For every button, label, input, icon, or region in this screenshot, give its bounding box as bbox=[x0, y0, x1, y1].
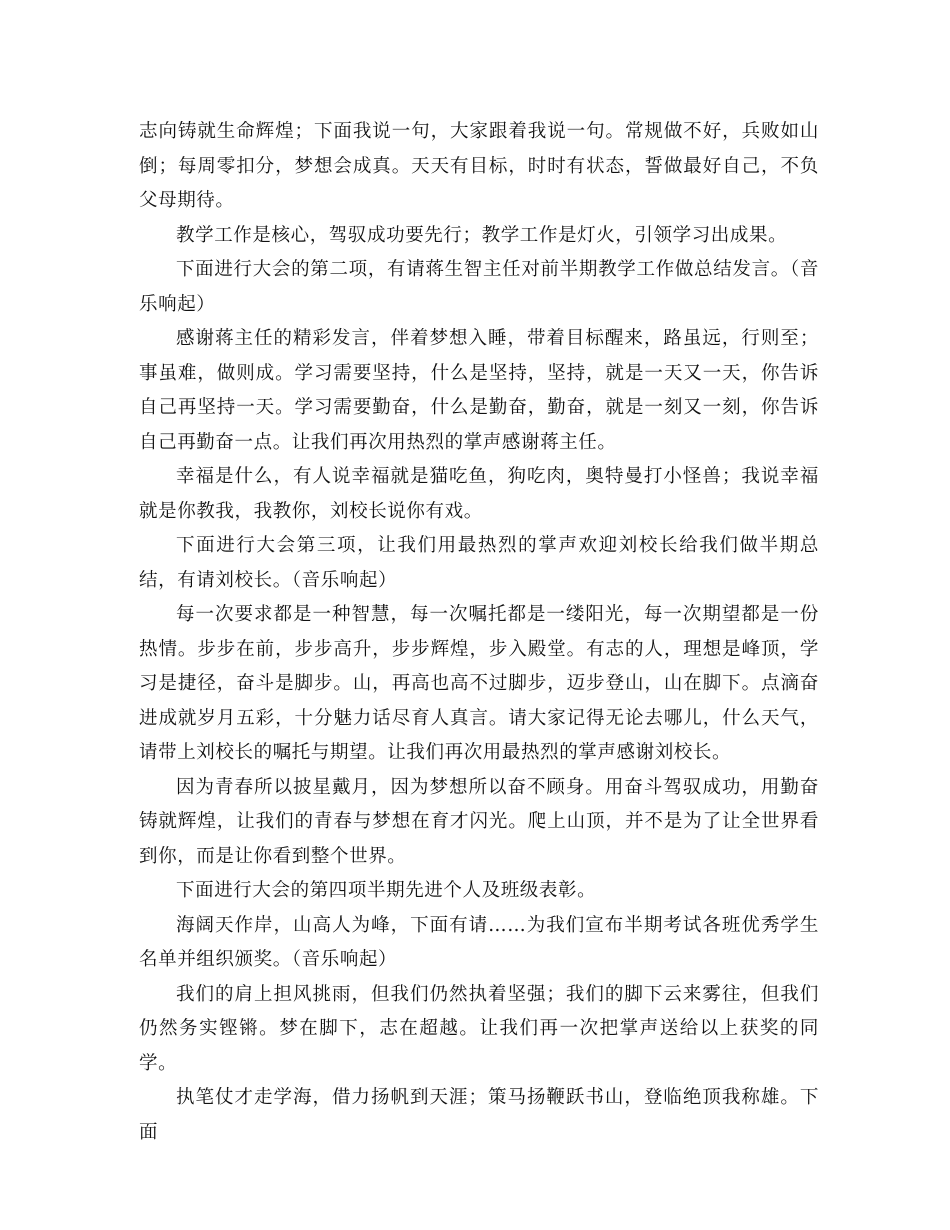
paragraph-continued: 志向铸就生命辉煌；下面我说一句，大家跟着我说一句。常规做不好，兵败如山倒；每周零扣分，梦想会成真。天天有目标，时时有状态，誓做最好自己，不负父母期待。 bbox=[139, 121, 819, 211]
paragraph: 海阔天作岸，山高人为峰，下面有请……为我们宣布半期考试各班优秀学生名单并组织颁奖。（音乐响起） bbox=[139, 914, 819, 970]
paragraph: 教学工作是核心，驾驭成功要先行；教学工作是灯火，引领学习出成果。 bbox=[176, 224, 788, 246]
paragraph: 下面进行大会的第四项半期先进个人及班级表彰。 bbox=[176, 880, 597, 901]
paragraph: 下面进行大会第三项，让我们用最热烈的掌声欢迎刘校长给我们做半期总结，有请刘校长。（音乐响起） bbox=[139, 535, 819, 591]
paragraph: 因为青春所以披星戴月，因为梦想所以奋不顾身。用奋斗驾驭成功，用勤奋铸就辉煌，让我们的青春与梦想在育才闪光。爬上山顶，并不是为了让全世界看到你，而是让你看到整个世界。 bbox=[139, 776, 819, 867]
document-body bbox=[139, 115, 819, 1150]
paragraph: 我们的肩上担风挑雨，但我们仍然执着坚强；我们的脚下云来雾往，但我们仍然务实铿锵。梦在脚下，志在超越。让我们再一次把掌声送给以上获奖的同学。 bbox=[139, 983, 819, 1074]
paragraph: 每一次要求都是一种智慧，每一次嘱托都是一缕阳光，每一次期望都是一份热情。步步在前，步步高升，步步辉煌，步入殿堂。有志的人，理想是峰顶，学习是捷径，奋斗是脚步。山，再高也高不过脚步，迈步登山，山在脚下。点滴奋进成就岁月五彩，十分魅力话尽育人真言。请大家记得无论去哪儿，什么天气，请带上刘校长的嘱托与期望。让我们再次用最热烈的掌声感谢刘校长。 bbox=[139, 604, 819, 763]
paragraph-continues: 执笔仗才走学海，借力扬帆到天涯；策马扬鞭跃书山，登临绝顶我称雄。下面 bbox=[139, 1087, 819, 1143]
paragraph: 感谢蒋主任的精彩发言，伴着梦想入睡，带着目标醒来，路虽远，行则至；事虽难，做则成。学习需要坚持，什么是坚持，坚持，就是一天又一天，你告诉自己再坚持一天。学习需要勤奋，什么是勤奋，勤奋，就是一刻又一刻，你告诉自己再勤奋一点。让我们再次用热烈的掌声感谢蒋主任。 bbox=[139, 328, 819, 453]
paragraph: 幸福是什么，有人说幸福就是猫吃鱼，狗吃肉，奥特曼打小怪兽；我说幸福就是你教我，我教你，刘校长说你有戏。 bbox=[139, 466, 819, 522]
paragraph: 下面进行大会的第二项，有请蒋生智主任对前半期教学工作做总结发言。（音乐响起） bbox=[139, 259, 819, 315]
